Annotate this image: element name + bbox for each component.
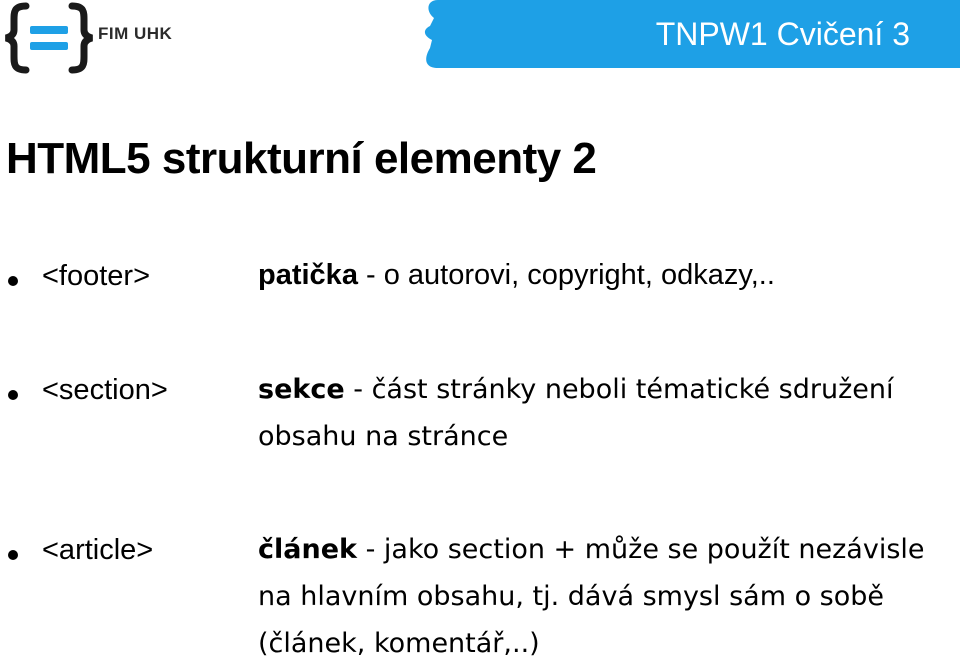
logo-text: FIM UHK [98, 24, 173, 43]
bullet-description [258, 252, 948, 299]
bullet-description-strong: sekce [258, 374, 345, 405]
bullet-term: <article> [42, 534, 154, 566]
bullet-description [258, 366, 948, 460]
bullet-description-rest: - část stránky neboli tématické sdružení obsahu na stránce [258, 374, 894, 452]
bullet-description [258, 526, 948, 667]
bullet-description-rest: - o autorovi, copyright, odkazy,.. [357, 259, 775, 291]
slide-title: HTML5 strukturní elementy 2 [6, 134, 597, 183]
bullet-dot [8, 276, 18, 286]
bullet-term: <section> [42, 374, 168, 406]
course-title: TNPW1 Cvičení 3 [655, 16, 910, 52]
bullet-description-strong: patička [258, 259, 358, 291]
braces-logo-icon [4, 2, 96, 74]
bullet-dot [8, 550, 18, 560]
bullet-description-rest: - jako section + může se použít nezávisle na hlavním obsahu, tj. dává smysl sám o sobě (článek, komentář,..) [258, 534, 925, 659]
fim-uhk-logo [4, 2, 194, 74]
header-banner [418, 0, 960, 68]
bullet-term: <footer> [42, 260, 151, 292]
bullet-description-strong: článek [258, 534, 357, 565]
bullet-dot [8, 390, 18, 400]
